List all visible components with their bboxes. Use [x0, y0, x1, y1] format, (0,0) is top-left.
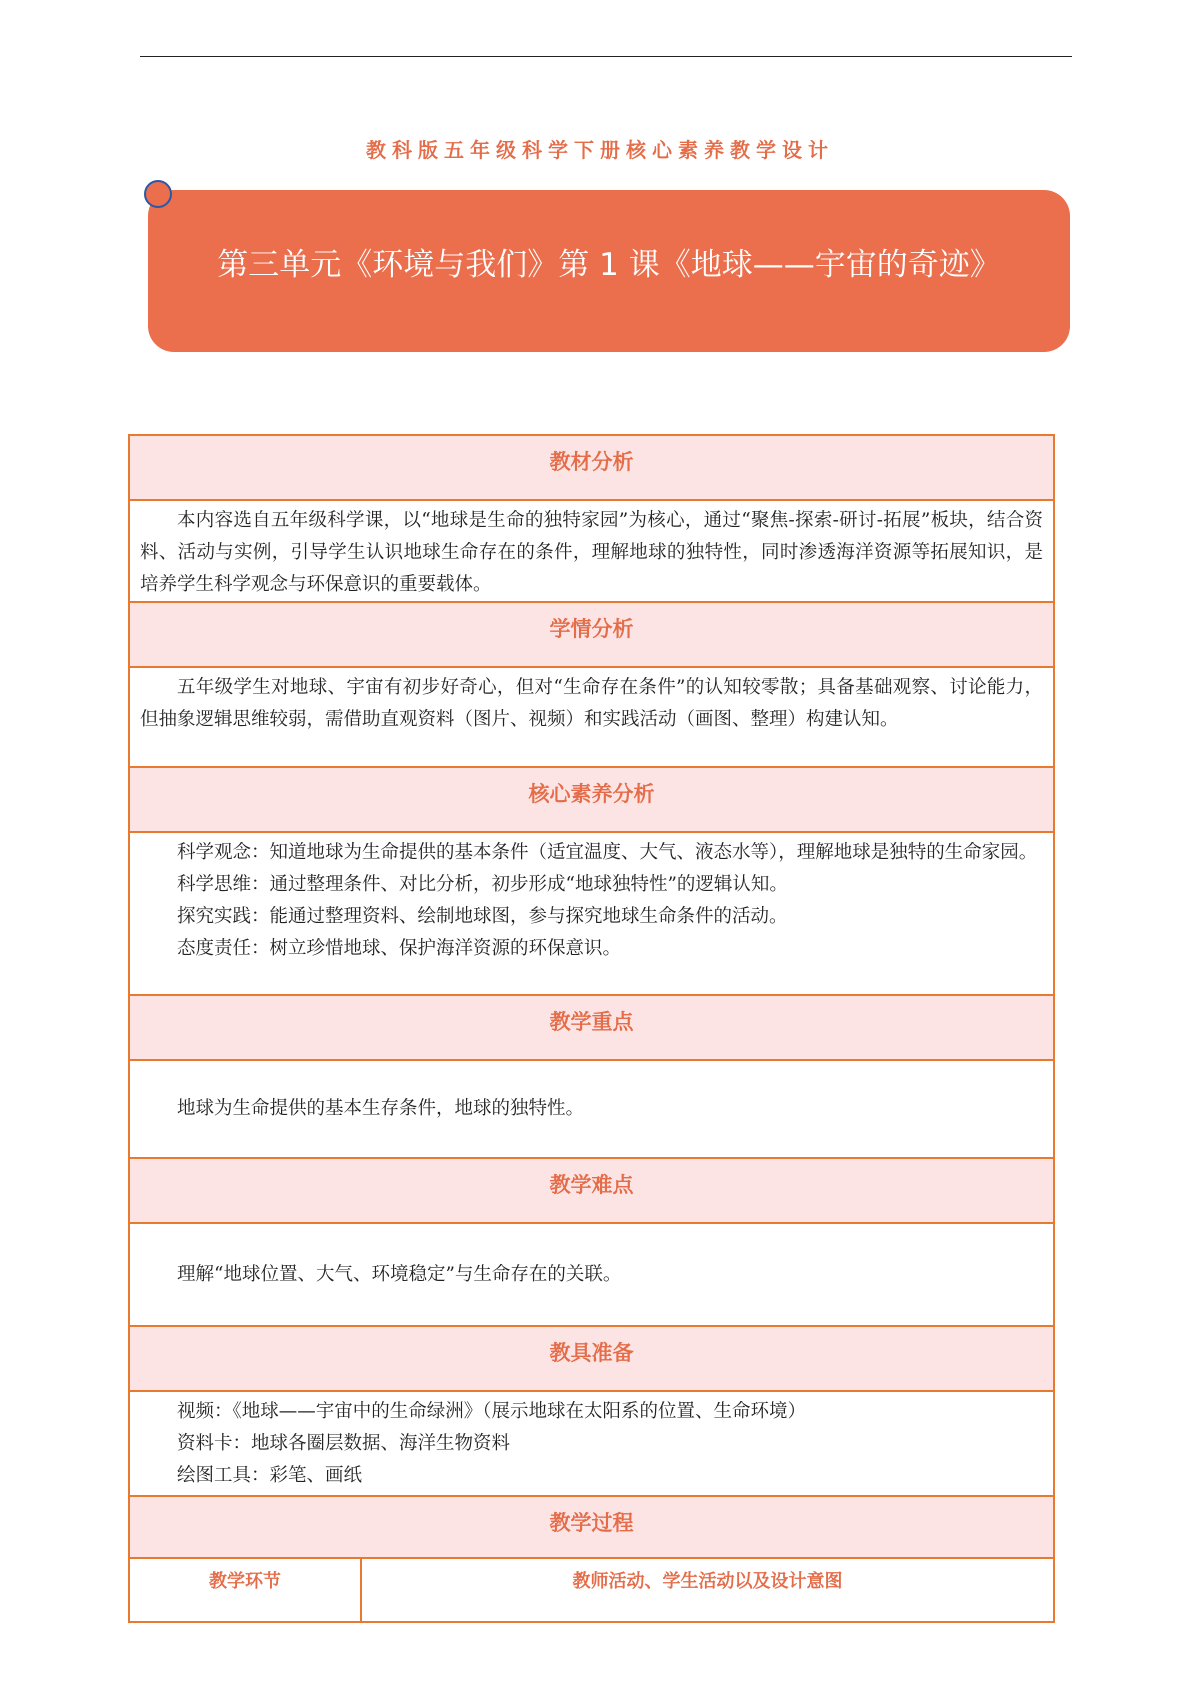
section-body-key-points	[129, 1060, 1054, 1158]
paragraph: 地球为生命提供的基本生存条件，地球的独特性。	[177, 1098, 585, 1119]
paragraph: 科学观念：知道地球为生命提供的基本条件（适宜温度、大气、液态水等），理解地球是独特的生命家园。	[177, 842, 1038, 863]
paragraph: 绘图工具：彩笔、画纸	[177, 1465, 363, 1486]
paragraph: 科学思维：通过整理条件、对比分析，初步形成“地球独特性”的逻辑认知。	[177, 874, 788, 895]
section-heading-literacy: 核心素养分析	[129, 767, 1054, 832]
paragraph: 态度责任：树立珍惜地球、保护海洋资源的环保意识。	[177, 938, 622, 959]
section-heading-key-points: 教学重点	[129, 995, 1054, 1060]
section-body-students	[129, 667, 1054, 767]
section-heading-process: 教学过程	[129, 1496, 1054, 1558]
section-body-literacy	[129, 832, 1054, 995]
section-body-material	[129, 500, 1054, 602]
section-heading-material: 教材分析	[129, 435, 1054, 500]
paragraph: 探究实践：能通过整理资料、绘制地球图，参与探究地球生命条件的活动。	[177, 906, 788, 927]
column-header-activities: 教师活动、学生活动以及设计意图	[361, 1558, 1054, 1622]
lesson-plan-table	[128, 434, 1055, 1623]
paragraph: 本内容选自五年级科学课，以“地球是生命的独特家园”为核心，通过“聚焦-探索-研讨-拓展”板块，结合资料、活动与实例，引导学生认识地球生命存在的条件，理解地球的独特性，同时渗透海洋资源等拓展知识，是培养学生科学观念与环保意识的重要载体。	[140, 510, 1043, 595]
series-title: 教科版五年级科学下册核心素养教学设计	[366, 138, 834, 162]
column-header-stage: 教学环节	[129, 1558, 361, 1622]
section-heading-materials-prep: 教具准备	[129, 1326, 1054, 1391]
section-heading-difficulties: 教学难点	[129, 1158, 1054, 1223]
section-body-materials-prep	[129, 1391, 1054, 1496]
section-heading-students: 学情分析	[129, 602, 1054, 667]
section-body-difficulties	[129, 1223, 1054, 1326]
banner-dot	[144, 180, 172, 208]
paragraph: 资料卡：地球各圈层数据、海洋生物资料	[177, 1433, 511, 1454]
paragraph: 视频：《地球——宇宙中的生命绿洲》（展示地球在太阳系的位置、生命环境）	[177, 1401, 807, 1422]
lesson-title: 第三单元《环境与我们》第 1 课《地球——宇宙的奇迹》	[217, 246, 1001, 283]
top-rule	[140, 56, 1072, 57]
title-banner	[148, 190, 1070, 352]
paragraph: 五年级学生对地球、宇宙有初步好奇心，但对“生命存在条件”的认知较零散；具备基础观察、讨论能力，但抽象逻辑思维较弱，需借助直观资料（图片、视频）和实践活动（画图、整理）构建认知。	[140, 677, 1043, 730]
paragraph: 理解“地球位置、大气、环境稳定”与生命存在的关联。	[177, 1263, 622, 1285]
